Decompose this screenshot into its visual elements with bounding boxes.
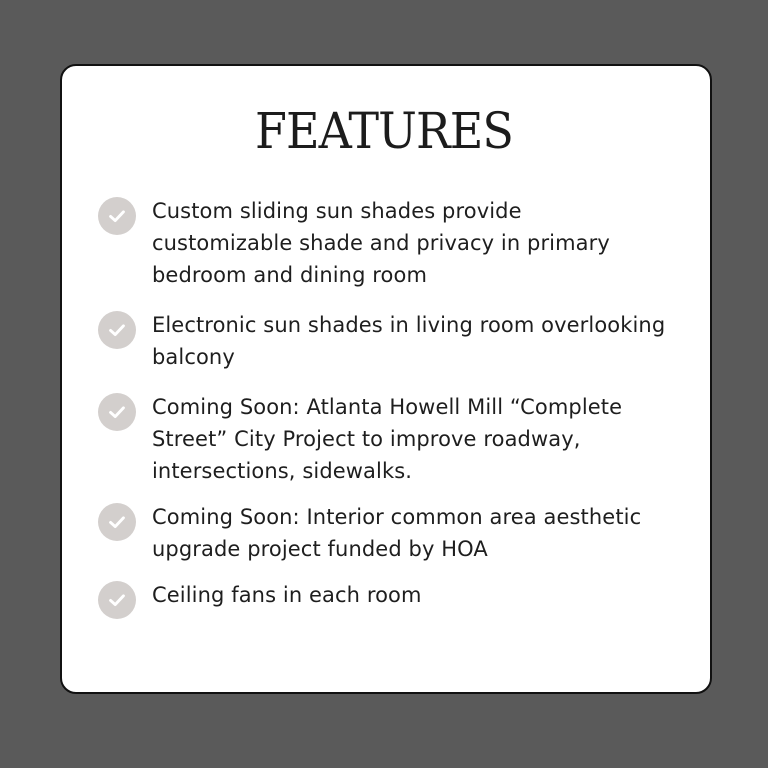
feature-text: Ceiling fans in each room [152,583,422,607]
list-item [98,309,668,373]
feature-text: Coming Soon: Atlanta Howell Mill “Complete Street” City Project to improve roadway, intersections, sidewalks. [152,395,623,483]
list-item [98,501,668,565]
check-icon [98,581,136,619]
list-item [98,195,668,291]
list-item [98,391,668,487]
check-icon [98,197,136,235]
list-item [98,579,668,619]
check-icon [98,503,136,541]
check-icon [98,393,136,431]
check-icon [98,311,136,349]
features-list [98,195,668,619]
feature-text: Electronic sun shades in living room overlooking balcony [152,313,666,369]
features-heading: FEATURES [254,102,514,160]
feature-text: Coming Soon: Interior common area aesthetic upgrade project funded by HOA [152,505,642,561]
feature-text: Custom sliding sun shades provide customizable shade and privacy in primary bedroom and dining room [152,199,610,287]
